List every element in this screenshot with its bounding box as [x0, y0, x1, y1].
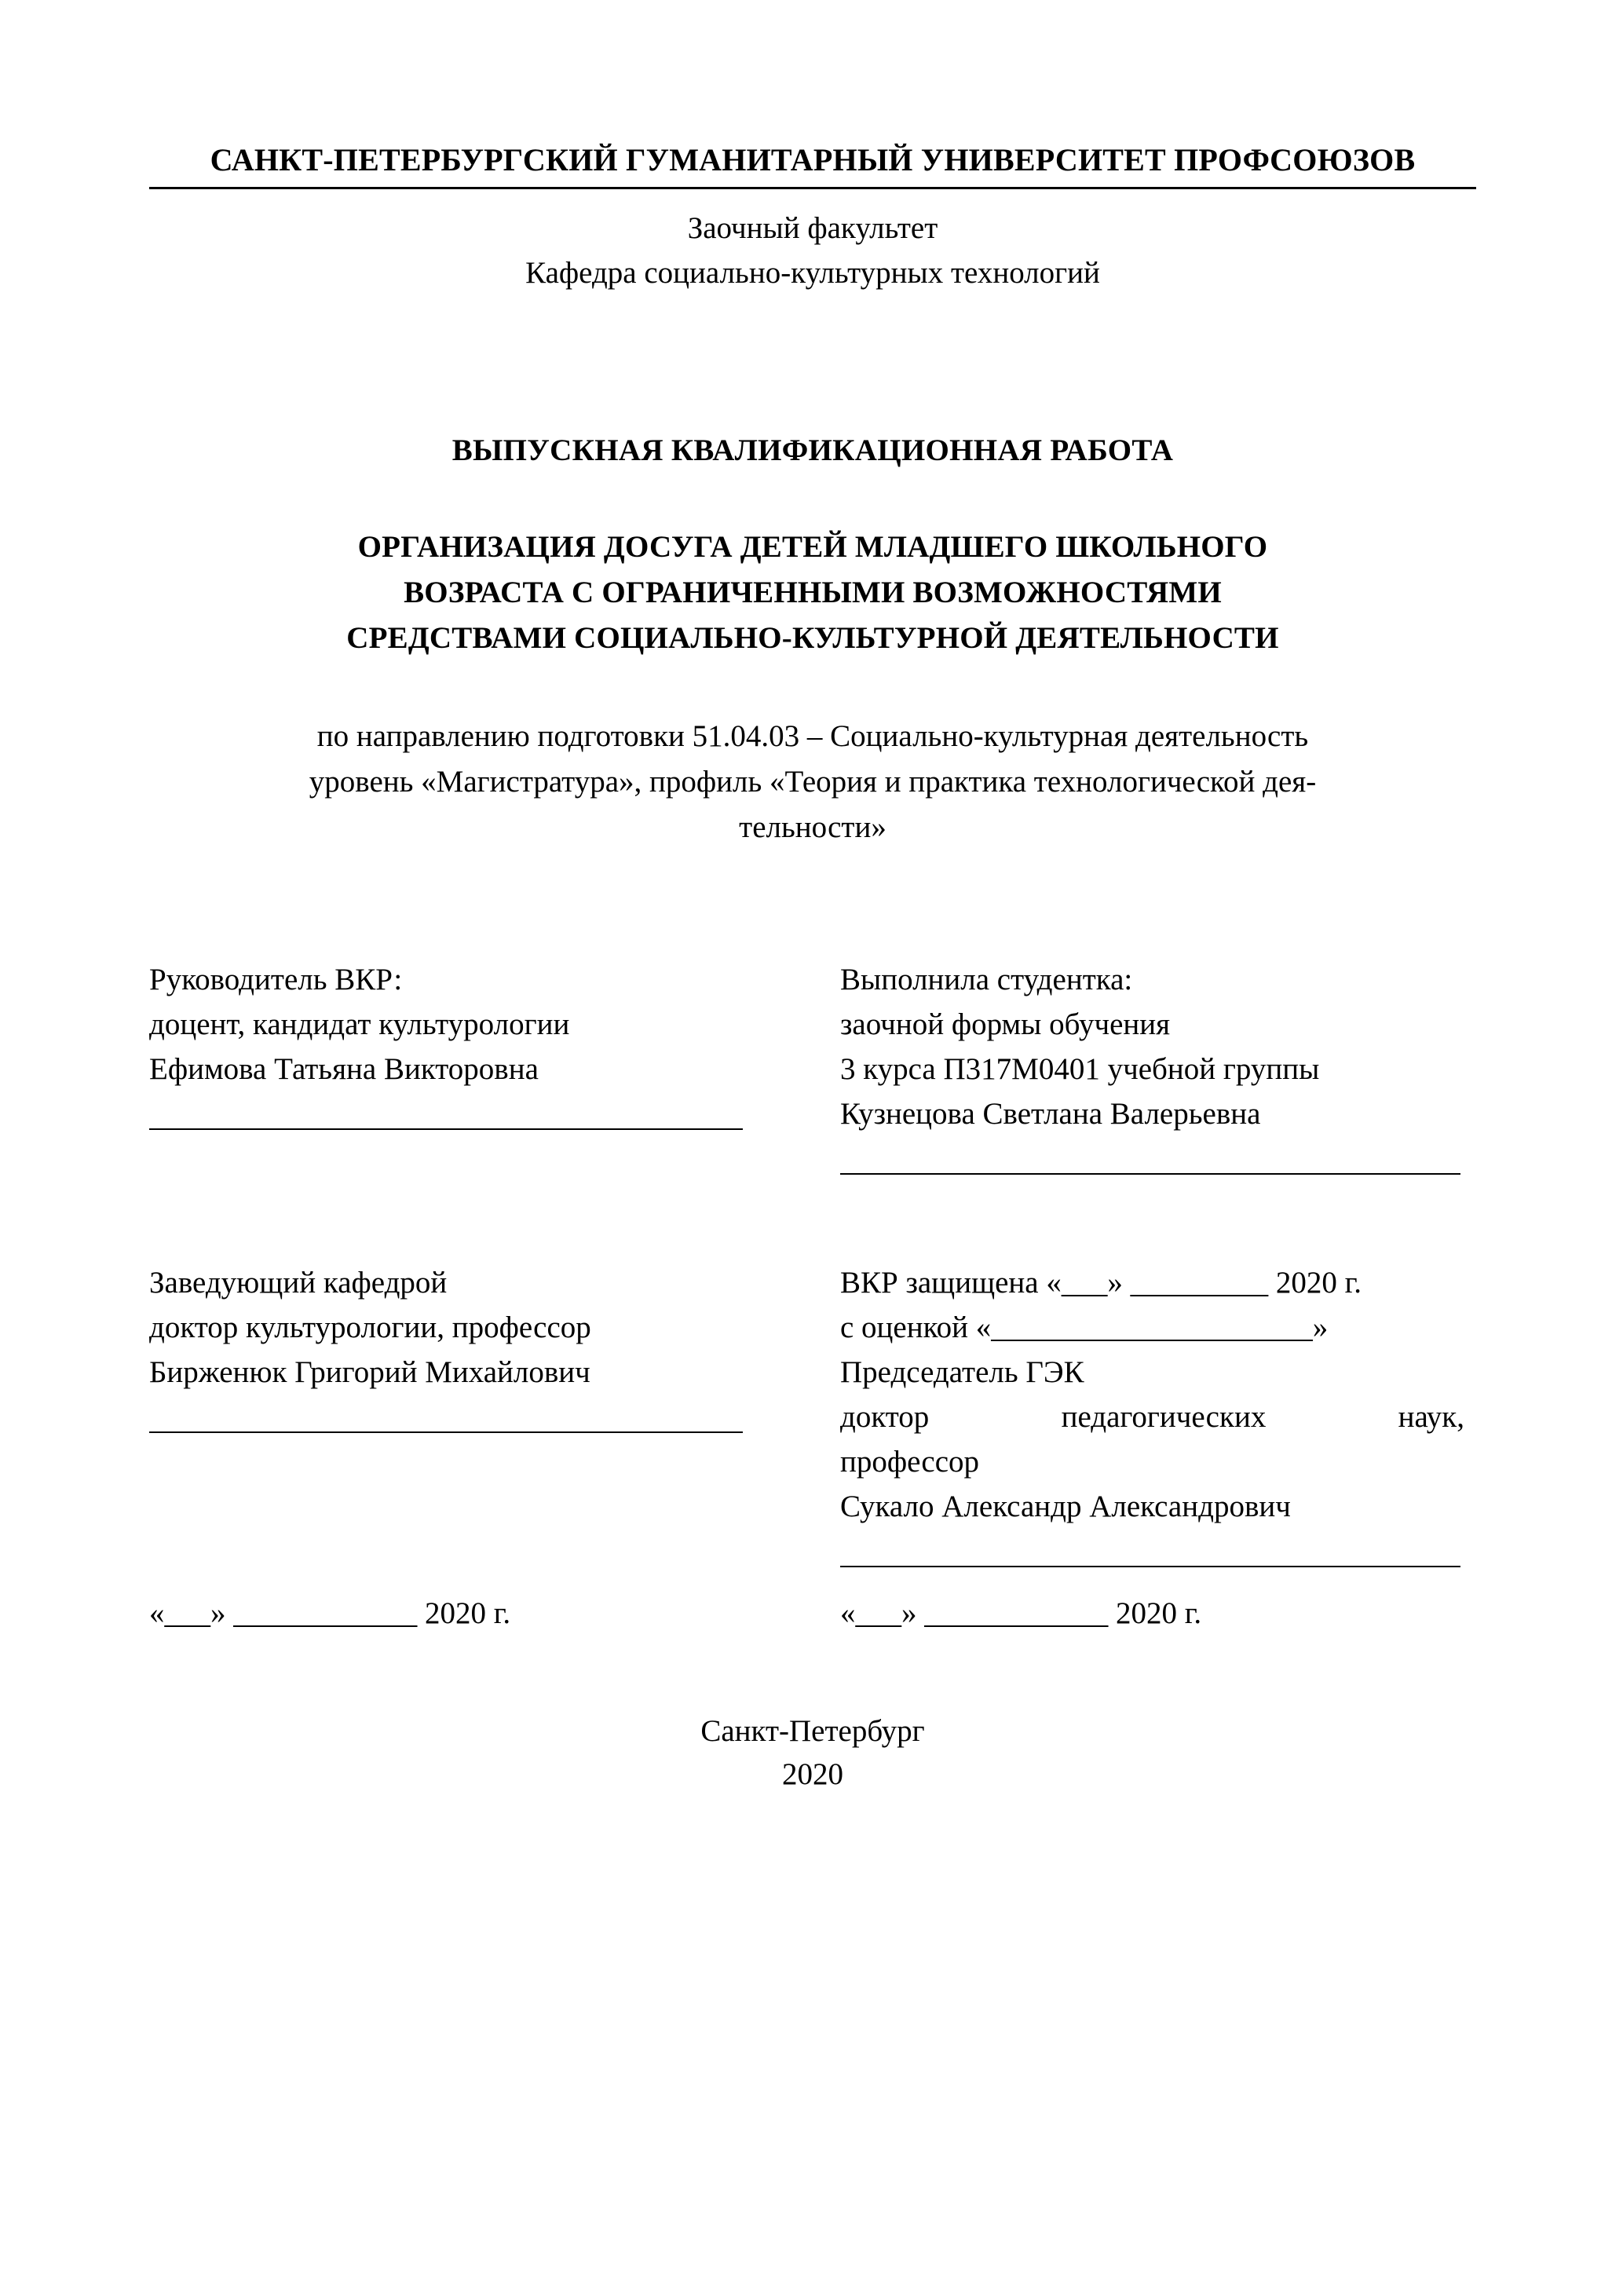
date-left-cell: [149, 1596, 754, 1631]
supervisor-role: Руководитель ВКР:: [149, 963, 403, 997]
student-group: 3 курса П317М0401 учебной группы: [840, 1052, 1320, 1087]
thesis-title-line-2: ВОЗРАСТА С ОГРАНИЧЕННЫМИ ВОЗМОЖНОСТЯМИ: [404, 575, 1222, 609]
gek-chair-degree-word-2: педагогических: [1061, 1399, 1267, 1434]
student-signature-line: [840, 1173, 1460, 1175]
year: 2020: [782, 1757, 843, 1792]
gek-chair-role: Председатель ГЭК: [840, 1355, 1084, 1390]
signature-block-top: [149, 958, 1476, 1175]
university-name: САНКТ-ПЕТЕРБУРГСКИЙ ГУМАНИТАРНЫЙ УНИВЕРСИТЕТ ПРОФСОЮЗОВ: [210, 142, 1416, 177]
head-signature-line: [149, 1431, 743, 1433]
student-role: Выполнила студентка:: [840, 963, 1133, 997]
thesis-title: [149, 525, 1476, 660]
head-role: Заведующий кафедрой: [149, 1266, 448, 1300]
supervisor-degree: доцент, кандидат культурологии: [149, 1007, 570, 1042]
spacer: [149, 1175, 1476, 1261]
page-content: [149, 141, 1476, 1797]
head-name: Бирженюк Григорий Михайлович: [149, 1355, 590, 1390]
student-form: заочной формы обучения: [840, 1007, 1171, 1042]
defense-date-field: ВКР защищена «___» _________ 2020 г.: [840, 1266, 1362, 1300]
department-name: Кафедра социально-культурных технологий: [525, 255, 1100, 290]
defense-grade-field: с оценкой «_____________________»: [840, 1311, 1329, 1345]
city: Санкт-Петербург: [700, 1713, 925, 1748]
thesis-title-line-1: ОРГАНИЗАЦИЯ ДОСУГА ДЕТЕЙ МЛАДШЕГО ШКОЛЬНОГО: [357, 530, 1268, 565]
gek-chair-degree-cont: профессор: [840, 1444, 980, 1479]
spacer: [149, 660, 1476, 714]
gek-chair-degree-word-3: наук,: [1398, 1399, 1464, 1434]
spacer: [149, 468, 1476, 525]
student-block: [840, 958, 1476, 1175]
spacer: [149, 850, 1476, 958]
work-type: ВЫПУСКНАЯ КВАЛИФИКАЦИОННАЯ РАБОТА: [451, 433, 1174, 468]
supervisor-name: Ефимова Татьяна Викторовна: [149, 1052, 539, 1087]
header-divider: [149, 187, 1476, 189]
date-right: «___» ____________ 2020 г.: [840, 1596, 1202, 1630]
date-row: [149, 1596, 1476, 1631]
thesis-title-line-3: СРЕДСТВАМИ СОЦИАЛЬНО-КУЛЬТУРНОЙ ДЕЯТЕЛЬНОСТИ: [346, 620, 1279, 655]
program-line-1: по направлению подготовки 51.04.03 – Социально-культурная деятельность: [316, 719, 1309, 754]
supervisor-signature-line: [149, 1128, 743, 1130]
head-degree: доктор культурологии, профессор: [149, 1311, 591, 1345]
supervisor-block: [149, 958, 754, 1130]
program-line-2: уровень «Магистратура», профиль «Теория и практика технологической дея-: [309, 764, 1317, 799]
defense-block: [840, 1261, 1476, 1567]
gek-chair-degree-word-1: доктор: [840, 1399, 930, 1434]
head-of-department-block: [149, 1261, 754, 1433]
gek-chair-signature-line: [840, 1566, 1460, 1567]
date-left: «___» ____________ 2020 г.: [149, 1596, 511, 1630]
signature-block-bottom: [149, 1261, 1476, 1567]
program-info: [149, 714, 1476, 850]
gek-chair-degree: [840, 1395, 1464, 1440]
footer: [149, 1709, 1476, 1797]
gek-chair-name: Сукало Александр Александрович: [840, 1489, 1291, 1523]
faculty-name: Заочный факультет: [687, 211, 938, 245]
date-right-cell: [840, 1596, 1476, 1631]
student-name: Кузнецова Светлана Валерьевна: [840, 1097, 1261, 1132]
spacer: [149, 295, 1476, 433]
program-line-3: тельности»: [739, 810, 886, 844]
